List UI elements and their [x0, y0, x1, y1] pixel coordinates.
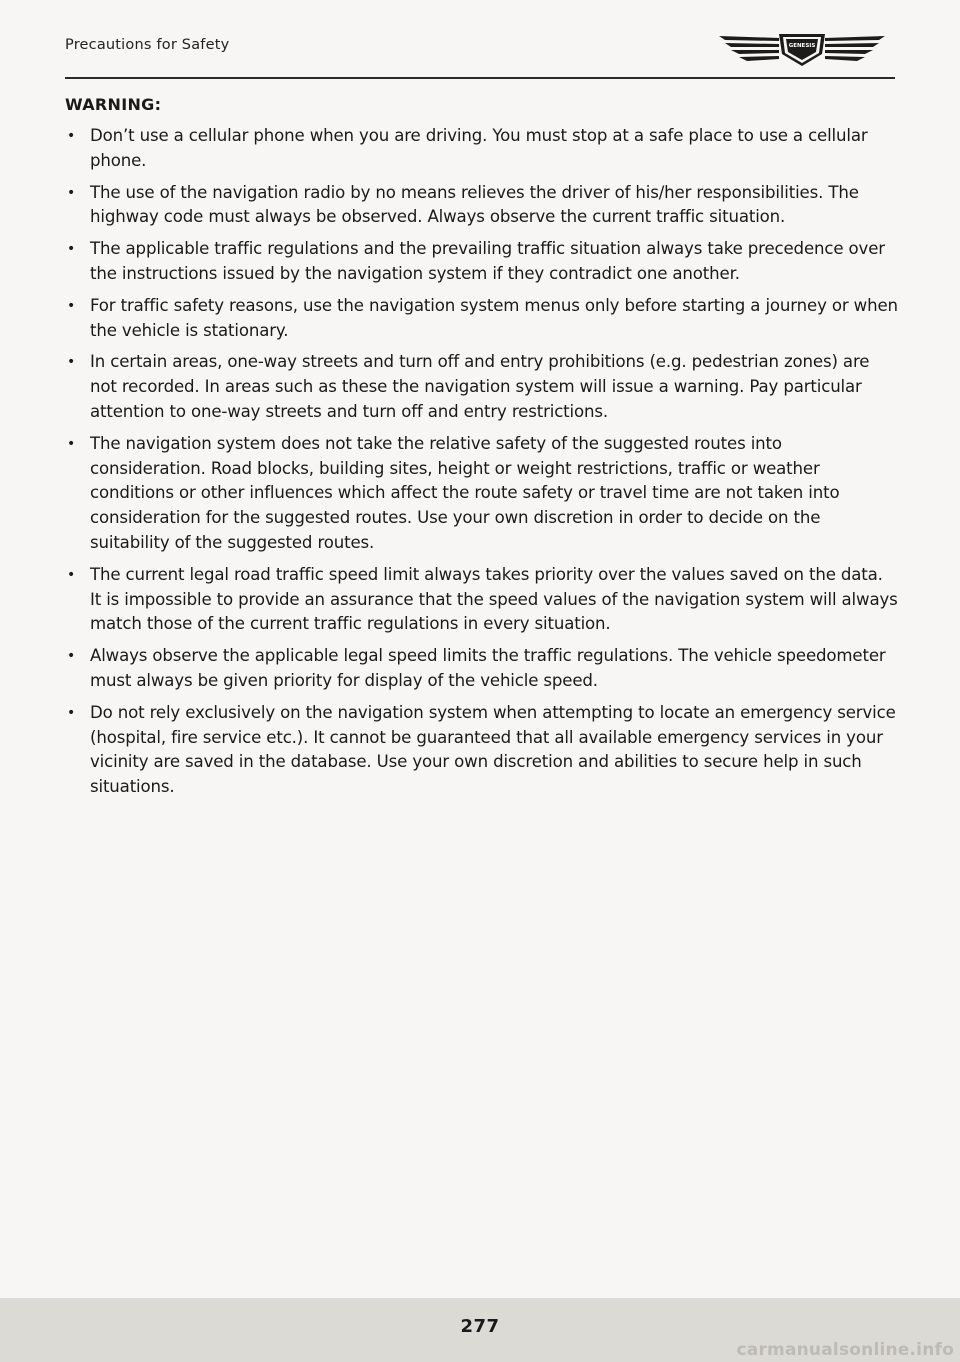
bullet-icon: • [67, 704, 76, 721]
list-item [65, 181, 899, 231]
header-divider [65, 77, 895, 79]
bullet-icon: • [67, 184, 76, 201]
bullet-icon: • [67, 241, 76, 258]
list-item [65, 237, 899, 287]
list-item [65, 350, 899, 424]
list-item-text: For traffic safety reasons, use the navigation system menus only before starting a journey or when the vehicle is stationary. [90, 295, 898, 340]
list-item-text: The use of the navigation radio by no means relieves the driver of his/her responsibilities. The highway code must always be observed. Always observe the current traffic situation. [90, 182, 859, 227]
list-item-text: The navigation system does not take the relative safety of the suggested routes into consideration. Road blocks, building sites, height or weight restrictions, traffic or weather conditions or other influences which affect the route safety or travel time are not taken into consideration for the suggested routes. Use your own discretion in order to decide on the suitability of the suggested routes. [90, 433, 840, 552]
list-item [65, 124, 899, 174]
watermark: carmanualsonline.info [736, 1340, 954, 1360]
bullet-icon: • [67, 297, 76, 314]
list-item [65, 644, 899, 694]
bullet-icon: • [67, 648, 76, 665]
list-item-text: Always observe the applicable legal speed limits the traffic regulations. The vehicle speedometer must always be given priority for display of the vehicle speed. [90, 646, 886, 690]
bullet-icon: • [67, 566, 76, 583]
warning-list [65, 124, 899, 807]
list-item-text: In certain areas, one-way streets and turn off and entry prohibitions (e.g. pedestrian zones) are not recorded. In areas such as these the navigation system will issue a warning. Pay particular attention to one-way streets and turn off and entry restrictions. [90, 352, 870, 421]
logo-text: GENESIS [788, 43, 816, 49]
list-item-text: Don’t use a cellular phone when you are driving. You must stop at a safe place to use a cellular phone. [90, 126, 868, 170]
bullet-icon: • [67, 354, 76, 371]
list-item [65, 432, 899, 556]
list-item-text: The applicable traffic regulations and the prevailing traffic situation always take precedence over the instructions issued by the navigation system if they contradict one another. [90, 239, 885, 283]
section-title: Precautions for Safety [65, 37, 230, 53]
list-item [65, 294, 899, 344]
bullet-icon: • [67, 435, 76, 452]
list-item [65, 701, 899, 800]
bullet-icon: • [67, 128, 76, 144]
list-item [65, 563, 899, 637]
genesis-logo [717, 24, 887, 68]
warning-heading: WARNING: [65, 95, 162, 114]
page-number: 277 [460, 1316, 500, 1337]
list-item-text: The current legal road traffic speed limit always takes priority over the values saved on the data. It is impossible to provide an assurance that the speed values of the navigation system will always match those of the current traffic regulations in every situation. [90, 564, 898, 634]
list-item-text: Do not rely exclusively on the navigation system when attempting to locate an emergency service (hospital, fire service etc.). It cannot be guaranteed that all available emergency services in your vicinity are saved in the database. Use your own discretion and abilities to secure help in such situations. [90, 702, 896, 797]
